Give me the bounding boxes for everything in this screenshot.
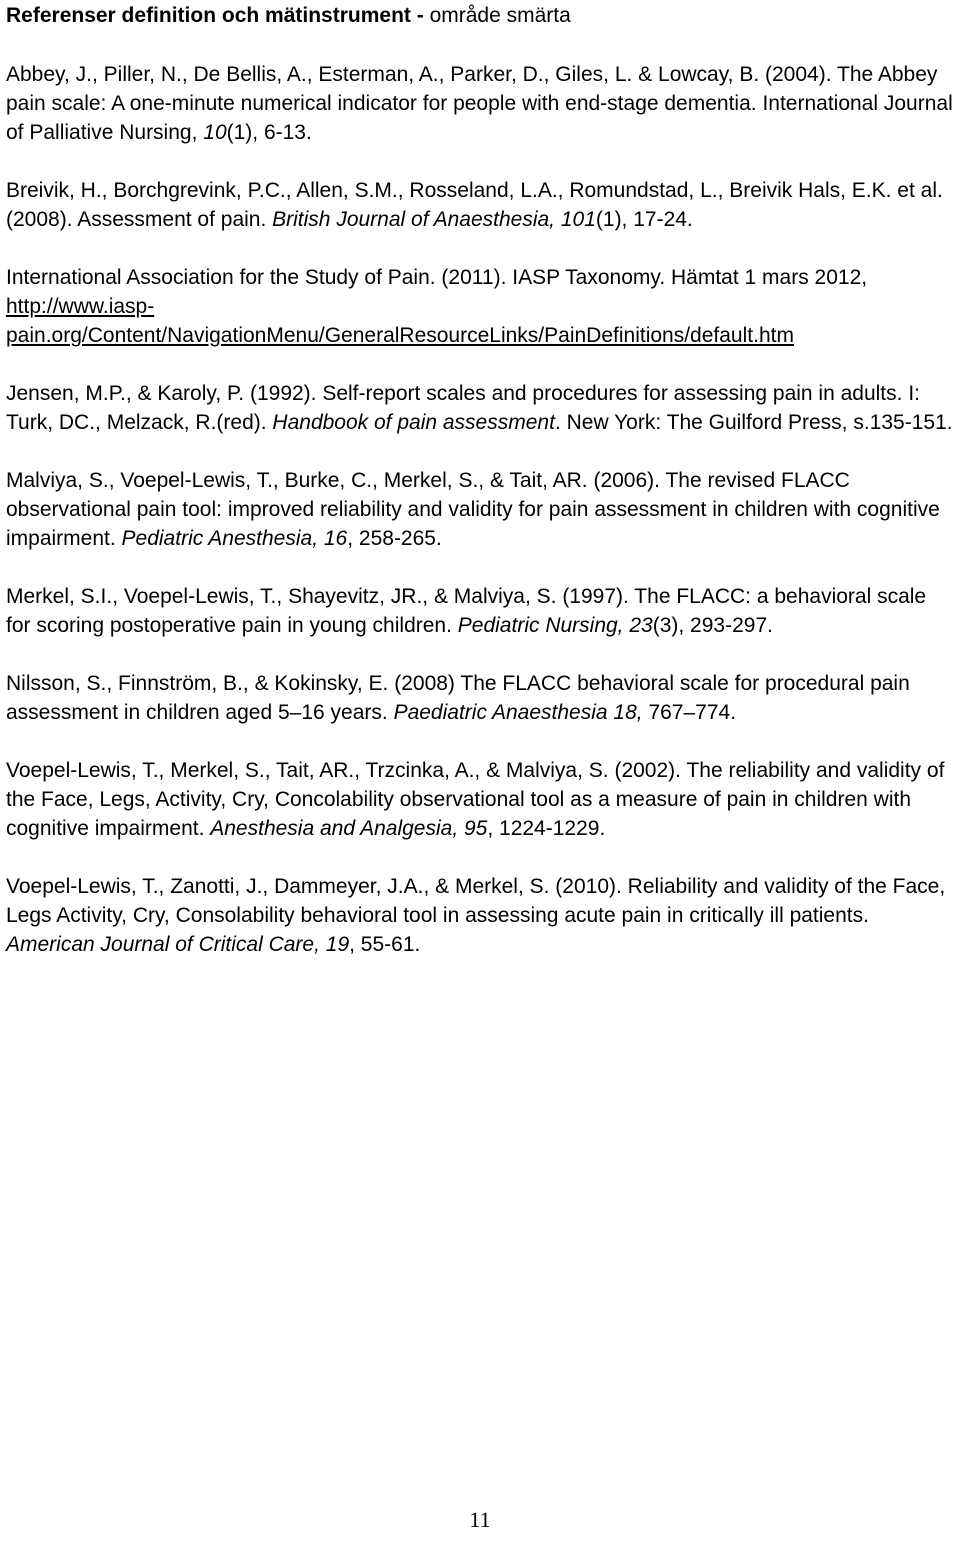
- reference-voepel-2002-pages: , 1224-1229.: [487, 817, 606, 840]
- reference-nilsson-journal: Paediatric Anaesthesia 18,: [393, 701, 643, 724]
- reference-voepel-2002: [6, 756, 956, 843]
- reference-voepel-2010-text: Voepel-Lewis, T., Zanotti, J., Dammeyer, J.A., & Merkel, S. (2010). Reliability and validity of the Face, Legs Activity, Cry, Consolability behavioral tool in assessing acute pain in critically ill patients.: [6, 875, 946, 927]
- reference-malviya: [6, 466, 956, 553]
- reference-breivik-pages: (1), 17-24.: [595, 208, 693, 231]
- reference-jensen-text: Jensen, M.P., & Karoly, P. (1992). Self-report scales and procedures for assessing pain in adults. I: Turk, DC., Melzack, R.(red).: [6, 382, 920, 434]
- reference-malviya-pages: , 258-265.: [347, 527, 442, 550]
- reference-nilsson-pages: 767–774.: [642, 701, 737, 724]
- reference-iasp-link-line1[interactable]: http://www.iasp-: [6, 295, 155, 318]
- reference-iasp-link-line2[interactable]: pain.org/Content/NavigationMenu/GeneralResourceLinks/PainDefinitions/default.htm: [6, 324, 794, 347]
- reference-voepel-2002-text: Voepel-Lewis, T., Merkel, S., Tait, AR., Trzcinka, A., & Malviya, S. (2002). The reliability and validity of the Face, Legs, Activity, Cry, Concolability observational tool as a measure of pain in children with cognitive impairment.: [6, 759, 945, 840]
- reference-jensen: [6, 379, 956, 437]
- reference-voepel-2010: [6, 872, 956, 959]
- reference-abbey-volume: 10: [203, 121, 227, 144]
- reference-iasp-text: International Association for the Study of Pain. (2011). IASP Taxonomy. Hämtat 1 mars 2012,: [6, 266, 868, 289]
- reference-breivik-text: Breivik, H., Borchgrevink, P.C., Allen, S.M., Rosseland, L.A., Romundstad, L., Breivik Hals, E.K. et al. (2008). Assessment of pain.: [6, 179, 943, 231]
- reference-breivik-journal: British Journal of Anaesthesia, 101: [272, 208, 596, 231]
- reference-voepel-2010-pages: , 55-61.: [349, 933, 421, 956]
- reference-nilsson-text: Nilsson, S., Finnström, B., & Kokinsky, E. (2008) The FLACC behavioral scale for procedural pain assessment in children aged 5–16 years.: [6, 672, 910, 724]
- reference-malviya-journal: Pediatric Anesthesia, 16: [121, 527, 348, 550]
- reference-merkel: [6, 582, 956, 640]
- reference-jensen-book: Handbook of pain assessment: [272, 411, 555, 434]
- reference-malviya-text: Malviya, S., Voepel-Lewis, T., Burke, C., Merkel, S., & Tait, AR. (2006). The revised FLACC observational pain tool: improved reliability and validity for pain assessment in children with cognitive impairment.: [6, 469, 940, 550]
- reference-voepel-2010-journal: American Journal of Critical Care, 19: [6, 933, 350, 956]
- page-title-subject: område smärta: [423, 4, 571, 27]
- page-title-bold: Referenser definition och mätinstrument -: [6, 4, 424, 27]
- reference-abbey-text: Abbey, J., Piller, N., De Bellis, A., Esterman, A., Parker, D., Giles, L. & Lowcay, B. (2004). The Abbey pain scale: A one-minute numerical indicator for people with end-stage dementia. International Journal of Palliative Nursing,: [6, 63, 953, 144]
- page-number: 11: [469, 1507, 491, 1532]
- reference-abbey: [6, 60, 956, 147]
- reference-iasp-link[interactable]: [6, 295, 794, 347]
- reference-nilsson: [6, 669, 956, 727]
- reference-merkel-pages: (3), 293-297.: [652, 614, 773, 637]
- page-title: [6, 2, 956, 30]
- reference-iasp: [6, 263, 956, 350]
- reference-abbey-pages: (1), 6-13.: [226, 121, 312, 144]
- reference-jensen-publisher: . New York: The Guilford Press, s.135-151.: [554, 411, 953, 434]
- document-page: [6, 0, 956, 959]
- reference-merkel-journal: Pediatric Nursing, 23: [457, 614, 653, 637]
- reference-breivik: [6, 176, 956, 234]
- reference-merkel-text: Merkel, S.I., Voepel-Lewis, T., Shayevitz, JR., & Malviya, S. (1997). The FLACC: a behavioral scale for scoring postoperative pain in young children.: [6, 585, 927, 637]
- reference-voepel-2002-journal: Anesthesia and Analgesia, 95: [210, 817, 488, 840]
